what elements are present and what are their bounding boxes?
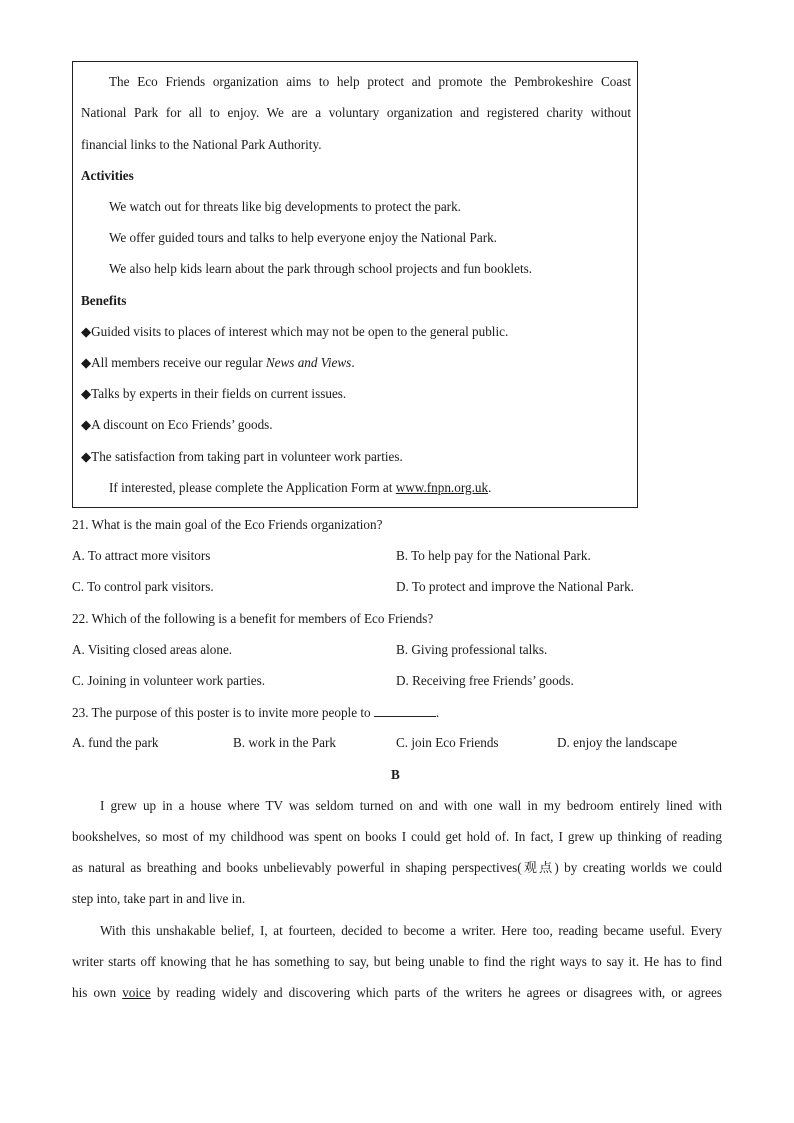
diamond-bullet-icon: ◆ [81, 355, 92, 370]
intro-line-3: financial links to the National Park Authority. [81, 137, 322, 152]
option-23-d: D. enjoy the landscape [557, 735, 678, 750]
option-22-d: D. Receiving free Friends’ goods. [396, 673, 574, 688]
benefit-item: ◆All members receive our regular News and Views. [81, 355, 355, 370]
option-22-a: A. Visiting closed areas alone. [72, 642, 233, 657]
diamond-bullet-icon: ◆ [81, 386, 92, 401]
question-21-stem: 21. What is the main goal of the Eco Friends organization? [72, 517, 383, 532]
option-23-c: C. join Eco Friends [396, 735, 499, 750]
diamond-bullet-icon: ◆ [81, 449, 92, 464]
option-21-d: D. To protect and improve the National Park. [396, 579, 634, 594]
application-link[interactable]: www.fnpn.org.uk [395, 480, 489, 495]
option-23-a: A. fund the park [72, 735, 159, 750]
option-22-c: C. Joining in volunteer work parties. [72, 673, 266, 688]
option-21-c: C. To control park visitors. [72, 579, 214, 594]
intro-line-1: The Eco Friends organization aims to help protect and promote the Pembrokeshire Coast [109, 74, 631, 89]
benefit-item: ◆The satisfaction from taking part in volunteer work parties. [81, 449, 403, 464]
newsletter-title: News and Views [265, 355, 352, 370]
activity-item: We offer guided tours and talks to help everyone enjoy the National Park. [109, 230, 497, 245]
diamond-bullet-icon: ◆ [81, 324, 92, 339]
activity-item: We also help kids learn about the park through school projects and fun booklets. [109, 261, 533, 276]
option-22-b: B. Giving professional talks. [396, 642, 548, 657]
answer-blank [374, 704, 436, 717]
activities-heading: Activities [81, 168, 134, 183]
passage-b-heading: B [391, 767, 400, 782]
passage-b-line: With this unshakable belief, I, at fourteen, decided to become a writer. Here too, reading became useful. Every [100, 923, 722, 938]
option-21-b: B. To help pay for the National Park. [396, 548, 591, 563]
underlined-word-voice: voice [122, 985, 151, 1000]
benefit-item: ◆Guided visits to places of interest which may not be open to the general public. [81, 324, 509, 339]
benefits-heading: Benefits [81, 293, 127, 308]
passage-b-line: as natural as breathing and books unbelievably powerful in shaping perspectives(观点) by creating worlds we could [72, 860, 722, 875]
passage-b-line: step into, take part in and live in. [72, 891, 246, 906]
benefit-item: ◆A discount on Eco Friends’ goods. [81, 417, 273, 432]
application-line: If interested, please complete the Application Form at www.fnpn.org.uk. [109, 480, 492, 495]
question-22-stem: 22. Which of the following is a benefit for members of Eco Friends? [72, 611, 434, 626]
question-23-stem: 23. The purpose of this poster is to invite more people to . [72, 705, 440, 720]
activity-item: We watch out for threats like big developments to protect the park. [109, 199, 461, 214]
option-23-b: B. work in the Park [233, 735, 336, 750]
intro-line-2: National Park for all to enjoy. We are a voluntary organization and registered charity without [81, 105, 631, 120]
option-21-a: A. To attract more visitors [72, 548, 211, 563]
benefit-item: ◆Talks by experts in their fields on current issues. [81, 386, 347, 401]
passage-b-line: writer starts off knowing that he has something to say, but being unable to find the right ways to say it. He has to find [72, 954, 722, 969]
passage-b-line: bookshelves, so most of my childhood was spent on books I could get hold of. In fact, I grew up thinking of reading [72, 829, 722, 844]
poster-box [72, 61, 638, 508]
diamond-bullet-icon: ◆ [81, 417, 92, 432]
passage-b-line: I grew up in a house where TV was seldom turned on and with one wall in my bedroom entirely lined with [100, 798, 722, 813]
passage-b-line: his own voice by reading widely and discovering which parts of the writers he agrees or disagrees with, or agrees [72, 985, 722, 1000]
